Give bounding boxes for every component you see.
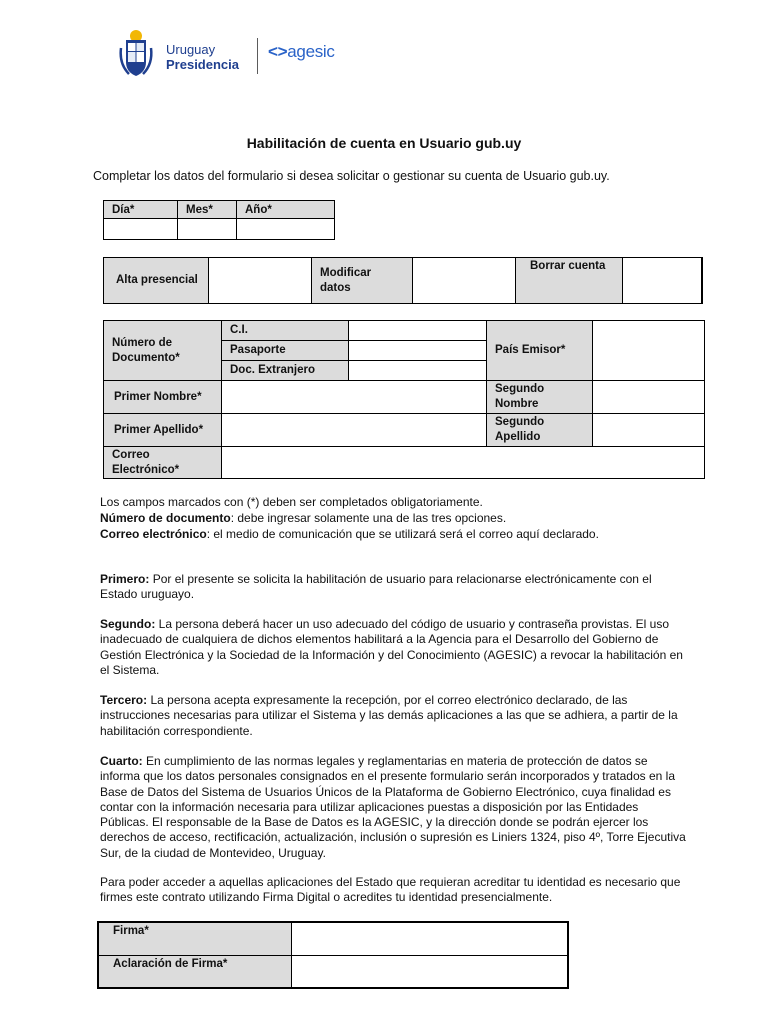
uruguay-seal-logo bbox=[117, 28, 155, 80]
agesic-logo-text: agesic bbox=[287, 42, 335, 61]
alta-presencial-checkbox[interactable] bbox=[209, 258, 312, 304]
page-title: Habilitación de cuenta en Usuario gub.uy bbox=[246, 135, 522, 151]
issuing-country-label: País Emisor* bbox=[487, 321, 593, 381]
passport-field[interactable] bbox=[349, 341, 487, 361]
agesic-chevron-icon: <> bbox=[268, 42, 288, 61]
first-name-field[interactable] bbox=[222, 381, 487, 414]
date-table bbox=[103, 200, 335, 240]
year-label: Año* bbox=[237, 201, 335, 219]
first-name-label: Primer Nombre* bbox=[104, 381, 222, 414]
notes-email: Correo electrónico: el medio de comunicación que se utilizará será el correo aquí declarado. bbox=[100, 527, 599, 541]
modificar-datos-checkbox[interactable] bbox=[413, 258, 516, 304]
email-label: Correo Electrónico* bbox=[104, 447, 222, 479]
notes-doc-number: Número de documento: debe ingresar solamente una de las tres opciones. bbox=[100, 511, 507, 525]
signature-field[interactable] bbox=[292, 922, 569, 955]
clause-primero: Primero: Por el presente se solicita la habilitación de usuario para relacionarse electrónicamente con el Estado uruguayo. bbox=[100, 572, 652, 602]
second-name-label: Segundo Nombre bbox=[487, 381, 593, 414]
org-line-uruguay: Uruguay bbox=[166, 42, 216, 57]
passport-label: Pasaporte bbox=[222, 341, 349, 361]
second-surname-field[interactable] bbox=[593, 414, 705, 447]
second-name-field[interactable] bbox=[593, 381, 705, 414]
org-line-presidencia: Presidencia bbox=[166, 57, 239, 72]
borrar-cuenta-checkbox[interactable] bbox=[623, 258, 703, 304]
ci-label: C.I. bbox=[222, 321, 349, 341]
doc-number-label: Número de Documento* bbox=[104, 321, 222, 381]
first-surname-field[interactable] bbox=[222, 414, 487, 447]
year-field[interactable] bbox=[237, 219, 335, 240]
email-field[interactable] bbox=[222, 447, 705, 479]
day-label: Día* bbox=[104, 201, 178, 219]
modificar-datos-label: Modificar datos bbox=[312, 258, 413, 304]
notes bbox=[100, 494, 599, 542]
ci-field[interactable] bbox=[349, 321, 487, 341]
foreign-doc-field[interactable] bbox=[349, 361, 487, 381]
closing-text: Para poder acceder a aquellas aplicaciones del Estado que requieran acreditar tu identidad es necesario que firmes este contrato utilizando Firma Digital o acredites tu identidad presencialmente. bbox=[100, 875, 681, 905]
signature-clarification-label: Aclaración de Firma* bbox=[98, 955, 292, 988]
org-name bbox=[166, 42, 239, 72]
second-surname-label: Segundo Apellido bbox=[487, 414, 593, 447]
identity-table bbox=[103, 320, 705, 479]
clause-segundo: Segundo: La persona deberá hacer un uso adecuado del código de usuario y contraseña provistas. El uso inadecuado de cualquiera de dichos elementos habilitará a la Agencia para el Desarrollo del Gobierno de Gestión Electrónica y la Sociedad de la Información y del Conocimiento (AGESIC) a revocar la habilitación en el Sistema. bbox=[100, 617, 683, 677]
alta-presencial-label: Alta presencial bbox=[104, 258, 209, 304]
month-label: Mes* bbox=[178, 201, 237, 219]
month-field[interactable] bbox=[178, 219, 237, 240]
foreign-doc-label: Doc. Extranjero bbox=[222, 361, 349, 381]
intro-text: Completar los datos del formulario si desea solicitar o gestionar su cuenta de Usuario gub.uy. bbox=[93, 169, 610, 183]
signature-table bbox=[97, 921, 569, 989]
logo-divider bbox=[257, 38, 258, 74]
clause-tercero: Tercero: La persona acepta expresamente la recepción, por el correo electrónico declarado, de las instrucciones necesarias para utilizar el Sistema y las demás aplicaciones a las que se adhiera, a partir de la habilitación correspondiente. bbox=[100, 693, 678, 738]
signature-clarification-field[interactable] bbox=[292, 955, 569, 988]
issuing-country-field[interactable] bbox=[593, 321, 705, 381]
clause-cuarto: Cuarto: En cumplimiento de las normas legales y reglamentarias en materia de protección de datos se informa que los datos personales consignados en el presente formulario serán incorporados y tratados en la Base de Datos del Sistema de Usuarios Únicos de la Plataforma de Gobierno Electrónico, cuya finalidad es contar con la información necesaria para utilizar aplicaciones puestas a disposición por las Entidades Públicas. El responsable de la Base de Datos es la AGESIC, y la dirección donde se podrán ejercer los derechos de acceso, rectificación, actualización, inclusión o supresión es Liniers 1324, piso 4º, Torre Ejecutiva Sur, de la ciudad de Montevideo, Uruguay. bbox=[100, 754, 686, 860]
day-field[interactable] bbox=[104, 219, 178, 240]
action-table bbox=[103, 257, 703, 304]
signature-label: Firma* bbox=[98, 922, 292, 955]
agesic-logo bbox=[268, 42, 335, 62]
borrar-cuenta-label: Borrar cuenta bbox=[516, 258, 623, 304]
first-surname-label: Primer Apellido* bbox=[104, 414, 222, 447]
notes-required: Los campos marcados con (*) deben ser completados obligatoriamente. bbox=[100, 495, 483, 509]
